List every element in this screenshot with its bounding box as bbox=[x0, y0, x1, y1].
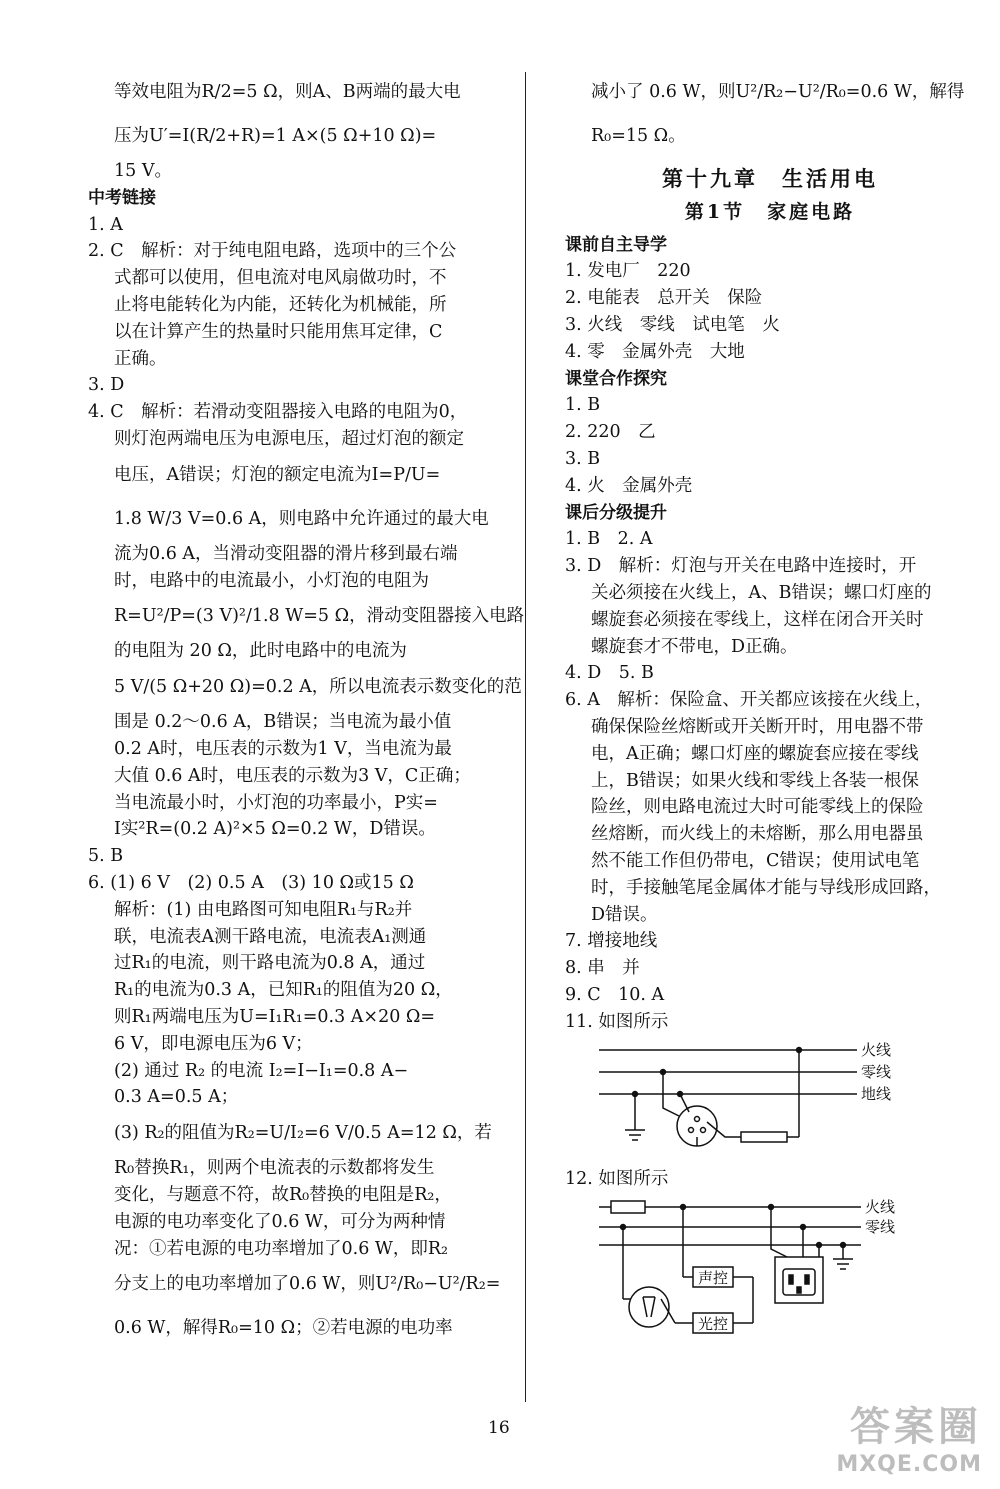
fuse-icon bbox=[741, 1132, 787, 1142]
section-heading: 课堂合作探究 bbox=[565, 368, 667, 389]
text-line: 1.8 W/3 V=0.6 A，则电路中允许通过的最大电 bbox=[114, 508, 489, 529]
left-column bbox=[88, 70, 525, 1350]
column-divider bbox=[525, 72, 526, 1402]
text-line: 螺旋套必须接在零线上，这样在闭合开关时 bbox=[591, 609, 924, 630]
text-line: 险丝，则电路电流过大时可能零线上的保险 bbox=[591, 797, 924, 818]
text-line: 3. 火线 零线 试电笔 火 bbox=[565, 314, 780, 335]
text-line: 1. B 2. A bbox=[565, 529, 653, 550]
sound-switch-label: 声控 bbox=[698, 1269, 729, 1288]
watermark bbox=[836, 1395, 982, 1477]
watermark-line2: MXQE.COM bbox=[836, 1452, 982, 1477]
fig2-fuse-icon bbox=[611, 1201, 645, 1213]
text-line: 大值 0.6 A时，电压表的示数为3 V，C正确； bbox=[114, 765, 471, 786]
text-line: (2) 通过 R₂ 的电流 I₂=I−I₁=0.8 A− bbox=[114, 1060, 409, 1081]
text-line: 0.2 A时，电压表的示数为1 V，当电流为最 bbox=[114, 738, 452, 759]
text-line: 联，电流表A测干路电流，电流表A₁测通 bbox=[114, 926, 427, 947]
text-line: 分支上的电功率增加了0.6 W，则U²/R₀−U²/R₂= bbox=[114, 1274, 501, 1295]
fig2-fire-label: 火线 bbox=[865, 1199, 896, 1217]
text-line: 压为U′=I(R/2+R)=1 A×(5 Ω+10 Ω)= bbox=[114, 126, 437, 146]
section-heading: 课前自主导学 bbox=[565, 234, 667, 255]
text-line: 流为0.6 A，当滑动变阻器的滑片移到最右端 bbox=[114, 543, 458, 564]
page-number: 16 bbox=[488, 1418, 510, 1438]
text-line: 7. 增接地线 bbox=[565, 931, 658, 952]
text-line: 当电流最小时，小灯泡的功率最小，P实= bbox=[114, 792, 438, 813]
text-line: 则R₁两端电压为U=I₁R₁=0.3 A×20 Ω= bbox=[114, 1006, 436, 1027]
text-line: 然不能工作但仍带电，C错误；使用试电笔 bbox=[591, 850, 920, 871]
text-line: 0.6 W，解得R₀=10 Ω；②若电源的电功率 bbox=[114, 1318, 453, 1339]
text-line: R=U²/P=(3 V)²/1.8 W=5 Ω，滑动变阻器接入电路 bbox=[114, 606, 525, 627]
right-column bbox=[565, 70, 975, 1348]
text-line: 2. 电能表 总开关 保险 bbox=[565, 288, 763, 309]
fig1-fire-label: 火线 bbox=[861, 1041, 892, 1059]
text-line: 电，A正确；螺口灯座的螺旋套应接在零线 bbox=[591, 743, 919, 764]
lamp-icon bbox=[629, 1287, 669, 1327]
text-line: 4. 火 金属外壳 bbox=[565, 475, 693, 496]
text-line: 11. 如图所示 bbox=[565, 1011, 669, 1032]
text-line: R₁的电流为0.3 A，已知R₁的阻值为20 Ω， bbox=[114, 980, 453, 1001]
text-line: 止将电能转化为内能，还转化为机械能，所 bbox=[114, 294, 447, 315]
text-line: D错误。 bbox=[591, 904, 658, 925]
text-line: 确保保险丝熔断或开关断开时，用电器不带 bbox=[591, 716, 924, 737]
text-line: 3. D 解析：灯泡与开关在电路中连接时，开 bbox=[565, 556, 917, 577]
fig2-zero-label: 零线 bbox=[865, 1218, 896, 1237]
text-line: 3. B bbox=[565, 448, 601, 469]
text-line: 0.3 A=0.5 A； bbox=[114, 1087, 239, 1108]
text-line: 关必须接在火线上，A、B错误；螺口灯座的 bbox=[591, 582, 932, 603]
chapter-title: 第十九章 生活用电 bbox=[662, 166, 878, 191]
fig1-zero-label: 零线 bbox=[861, 1062, 892, 1081]
text-line: 4. 零 金属外壳 大地 bbox=[565, 341, 745, 362]
text-line: 丝熔断，而火线上的未熔断，那么用电器虽 bbox=[591, 824, 924, 845]
text-line: 的电阻为 20 Ω，此时电路中的电流为 bbox=[114, 641, 407, 662]
text-line: 4. C 解析：若滑动变阻器接入电路的电阻为0， bbox=[88, 402, 468, 423]
text-line: 1. B bbox=[565, 395, 601, 416]
section-heading: 课后分级提升 bbox=[565, 502, 667, 523]
text-line: 电源的电功率变化了0.6 W，可分为两种情 bbox=[114, 1211, 446, 1232]
text-line: 则灯泡两端电压为电源电压，超过灯泡的额定 bbox=[114, 428, 464, 449]
light-switch-label: 光控 bbox=[698, 1315, 729, 1334]
right-top-text bbox=[565, 70, 975, 158]
text-line: 时，电路中的电流最小，小灯泡的电阻为 bbox=[114, 570, 429, 591]
text-line: 过R₁的电流，则干路电流为0.8 A，通过 bbox=[114, 953, 426, 974]
text-line: 螺旋套才不带电，D正确。 bbox=[591, 636, 798, 657]
right-body-text bbox=[565, 232, 975, 1036]
text-line: 正确。 bbox=[114, 348, 167, 369]
text-line: 式都可以使用，但电流对电风扇做功时，不 bbox=[114, 268, 447, 289]
text-line: 5 V/(5 Ω+20 Ω)=0.2 A，所以电流表示数变化的范 bbox=[114, 677, 522, 698]
text-line: 6 V，即电源电压为6 V； bbox=[114, 1033, 313, 1054]
text-line: 1. A bbox=[88, 214, 123, 235]
text-line: 15 V。 bbox=[114, 161, 172, 181]
text-line: 况：①若电源的电功率增加了0.6 W，即R₂ bbox=[114, 1238, 449, 1259]
fig2-socket-box bbox=[775, 1257, 823, 1303]
text-line: 解析：(1) 由电路图可知电阻R₁与R₂并 bbox=[114, 899, 413, 920]
text-line: 5. B bbox=[88, 846, 124, 867]
text-line: R₀替换R₁，则两个电流表的示数都将发生 bbox=[114, 1158, 435, 1179]
text-line: 以在计算产生的热量时只能用焦耳定律，C bbox=[114, 321, 443, 342]
text-line: 2. C 解析：对于纯电阻电路，选项中的三个公 bbox=[88, 241, 457, 262]
text-line: 围是 0.2～0.6 A，B错误；当电流为最小值 bbox=[114, 712, 452, 733]
text-line: (3) R₂的阻值为R₂=U/I₂=6 V/0.5 A=12 Ω，若 bbox=[114, 1123, 492, 1144]
text-line: 上，B错误；如果火线和零线上各装一根保 bbox=[591, 770, 919, 791]
text-line: 8. 串 并 bbox=[565, 958, 640, 979]
text-line: 等效电阻为R/2=5 Ω，则A、B两端的最大电 bbox=[114, 82, 461, 102]
text-line: 9. C 10. A bbox=[565, 984, 665, 1005]
circuit-figure-12 bbox=[595, 1199, 975, 1344]
text-line: 2. 220 乙 bbox=[565, 422, 656, 443]
text-line: 4. D 5. B bbox=[565, 663, 654, 684]
circuit-figure-11 bbox=[595, 1042, 975, 1163]
text-line: 1. 发电厂 220 bbox=[565, 261, 691, 282]
watermark-line1: 答案圈 bbox=[850, 1404, 982, 1450]
text-line: 3. D bbox=[88, 375, 125, 396]
section-title: 第1节 家庭电路 bbox=[684, 200, 856, 223]
item-12: 12. 如图所示 bbox=[565, 1169, 669, 1190]
text-line: 电压，A错误；灯泡的额定电流为I=P/U= bbox=[114, 464, 441, 485]
text-line: I实²R=(0.2 A)²×5 Ω=0.2 W，D错误。 bbox=[114, 819, 436, 840]
section-heading: 中考链接 bbox=[88, 187, 156, 208]
fig1-ground-label: 地线 bbox=[861, 1084, 892, 1103]
text-line: 时，手接触笔尾金属体才能与导线形成回路， bbox=[591, 877, 941, 898]
text-line: 变化，与题意不符，故R₀替换的电阻是R₂， bbox=[114, 1184, 452, 1205]
text-line: 6. (1) 6 V (2) 0.5 A (3) 10 Ω或15 Ω bbox=[88, 872, 414, 893]
text-line: 6. A 解析：保险盒、开关都应该接在火线上， bbox=[565, 690, 933, 711]
text-line: 减小了 0.6 W，则U²/R₂−U²/R₀=0.6 W，解得 bbox=[591, 82, 965, 102]
text-line: R₀=15 Ω。 bbox=[591, 126, 686, 146]
